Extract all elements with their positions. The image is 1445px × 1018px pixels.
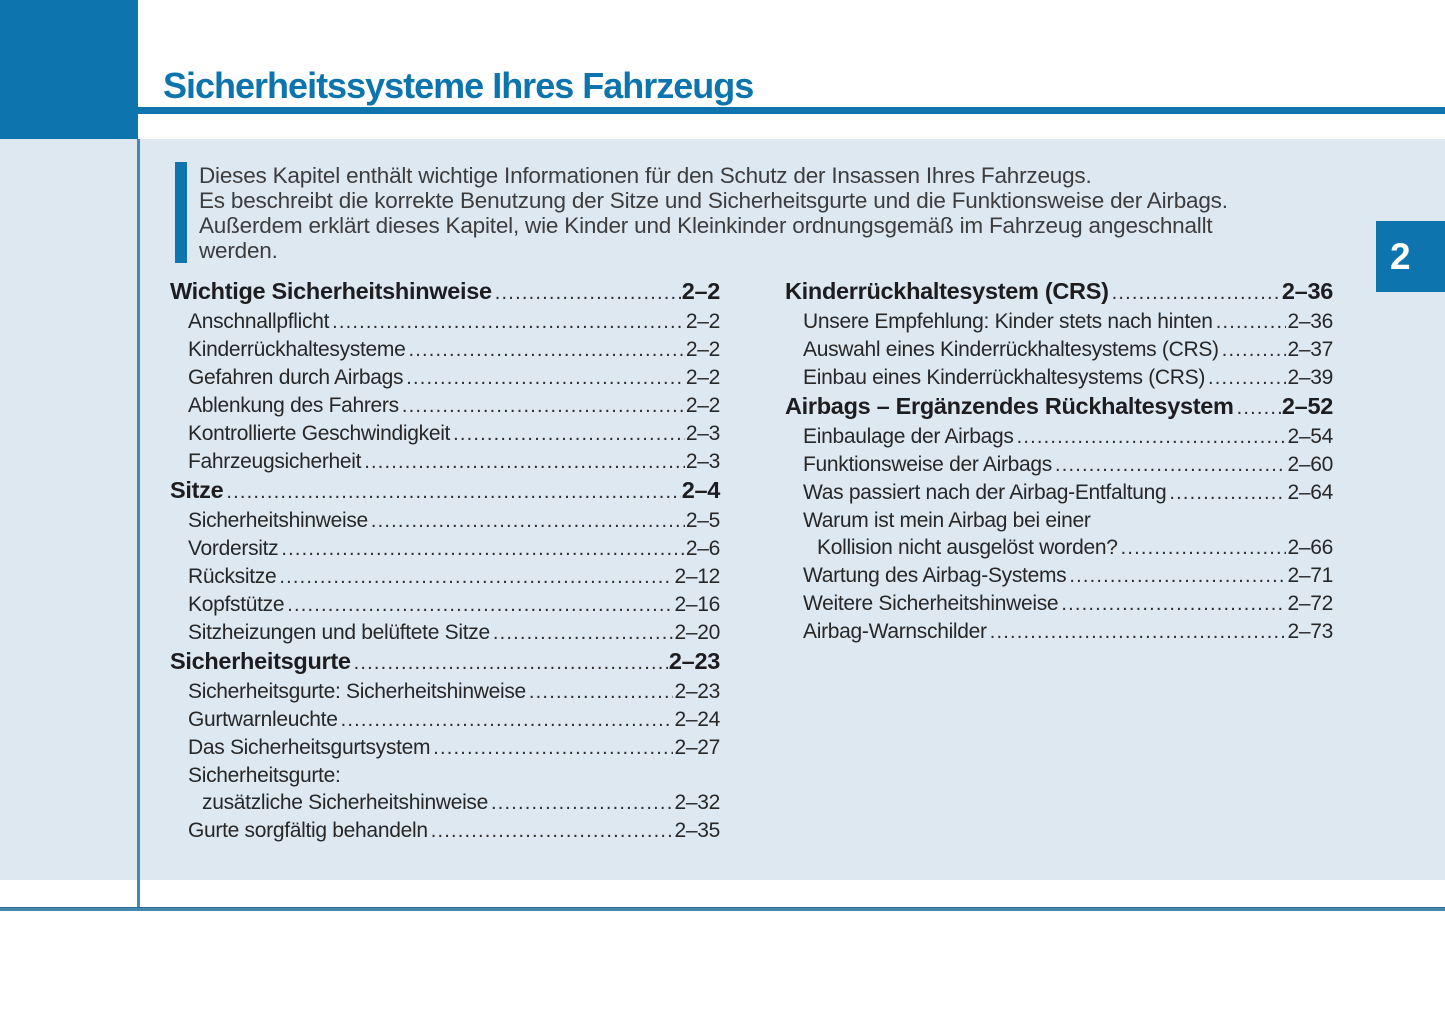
toc-leader-dots (431, 818, 674, 845)
chapter-tab (1376, 221, 1445, 292)
toc-entry-label: Anschnallpflicht (188, 310, 330, 333)
toc-leader-dots (495, 279, 681, 307)
chapter-corner-block (0, 0, 138, 139)
toc-page-number: 2–36 (1287, 310, 1333, 333)
intro-text-line: Außerdem erklärt dieses Kapitel, wie Kinder und Kleinkinder ordnungsgemäß im Fahrzeug angeschnallt (199, 213, 1213, 238)
toc-entry-label: Gurtwarnleuchte (188, 708, 338, 731)
toc-leader-dots (1237, 394, 1281, 422)
toc-page-number: 2–23 (668, 648, 720, 674)
toc-leader-dots (1017, 424, 1287, 451)
toc-leader-dots (364, 449, 685, 476)
toc-entry-label: Einbaulage der Airbags (803, 425, 1014, 448)
toc-entry-label: Kontrollierte Geschwindigkeit (188, 422, 451, 445)
toc-row (170, 591, 720, 619)
toc-entry-label: Das Sicherheitsgurtsystem (188, 736, 431, 759)
toc-page-number: 2–39 (1287, 366, 1333, 389)
toc-row (170, 392, 720, 420)
intro-text-line: werden. (199, 238, 278, 263)
toc-leader-dots (371, 508, 685, 535)
toc-page-number: 2–60 (1287, 453, 1333, 476)
toc-page-number: 2–64 (1287, 481, 1333, 504)
toc-row (170, 277, 720, 307)
toc-row (170, 647, 720, 677)
toc-page-number: 2–2 (685, 338, 720, 361)
toc-entry-label: Wartung des Airbag-Systems (803, 564, 1067, 587)
toc-page-number: 2–24 (674, 708, 720, 731)
toc-row (785, 308, 1333, 336)
toc-row (170, 308, 720, 336)
toc-page-number: 2–2 (681, 278, 720, 304)
intro-text-line: Dieses Kapitel enthält wichtige Informationen für den Schutz der Insassen Ihres Fahrzeugs. (199, 163, 1092, 188)
toc-row (785, 479, 1333, 507)
toc-entry-label: Ablenkung des Fahrers (188, 394, 399, 417)
toc-leader-dots (1222, 337, 1287, 364)
toc-entry-label: Wichtige Sicherheitshinweise (170, 278, 492, 304)
toc-leader-dots (529, 679, 674, 706)
toc-page-number: 2–2 (685, 394, 720, 417)
toc-row (785, 364, 1333, 392)
toc-entry-label: Unsere Empfehlung: Kinder stets nach hinten (803, 310, 1213, 333)
toc-row (170, 563, 720, 591)
toc-leader-dots (287, 592, 673, 619)
toc-leader-dots (226, 478, 680, 506)
toc-entry-label: Sitze (170, 477, 224, 503)
toc-row (170, 762, 720, 789)
toc-page-number: 2–54 (1287, 425, 1333, 448)
toc-row (785, 562, 1333, 590)
toc-leader-dots (332, 309, 685, 336)
toc-page-number: 2–20 (674, 621, 720, 644)
toc-row (170, 706, 720, 734)
toc-entry-label: Auswahl eines Kinderrückhaltesystems (CRS) (803, 338, 1219, 361)
toc-leader-dots (453, 421, 685, 448)
toc-row (170, 507, 720, 535)
toc-entry-label: Vordersitz (188, 537, 279, 560)
toc-row (170, 535, 720, 563)
toc-entry-label: Kopfstütze (188, 593, 285, 616)
toc-row (785, 507, 1333, 534)
toc-leader-dots (402, 393, 685, 420)
toc-entry-label: Gefahren durch Airbags (188, 366, 404, 389)
toc-column-right (785, 277, 1333, 646)
toc-leader-dots (990, 619, 1287, 646)
toc-page-number: 2–37 (1287, 338, 1333, 361)
page-title: Sicherheitssysteme Ihres Fahrzeugs (163, 65, 754, 106)
toc-row (170, 789, 720, 817)
toc-row (785, 534, 1333, 562)
toc-row (170, 817, 720, 845)
intro-accent-bar (175, 162, 187, 263)
toc-leader-dots (1055, 452, 1286, 479)
toc-page-number: 2–36 (1281, 278, 1333, 304)
toc-row (170, 420, 720, 448)
toc-leader-dots (433, 735, 673, 762)
toc-page-number: 2–12 (674, 565, 720, 588)
toc-entry-label: Kollision nicht ausgelöst worden? (817, 536, 1118, 559)
toc-row (785, 590, 1333, 618)
toc-page-number: 2–27 (674, 736, 720, 759)
toc-entry-label: Einbau eines Kinderrückhaltesystems (CRS) (803, 366, 1206, 389)
toc-entry-label: Sicherheitshinweise (188, 509, 368, 532)
toc-entry-label: Rücksitze (188, 565, 277, 588)
toc-leader-dots (406, 365, 685, 392)
toc-leader-dots (354, 649, 668, 677)
toc-page-number: 2–23 (674, 680, 720, 703)
toc-column-left (170, 277, 720, 845)
toc-leader-dots (409, 337, 685, 364)
toc-entry-label: Warum ist mein Airbag bei einer (803, 509, 1091, 532)
toc-page-number: 2–2 (685, 310, 720, 333)
toc-entry-label: zusätzliche Sicherheitshinweise (202, 791, 489, 814)
toc-entry-label: Sicherheitsgurte (170, 648, 351, 674)
toc-row (785, 451, 1333, 479)
toc-entry-label: Kinderrückhaltesystem (CRS) (785, 278, 1109, 304)
toc-leader-dots (1069, 563, 1286, 590)
toc-page-number: 2–2 (685, 366, 720, 389)
toc-leader-dots (493, 620, 674, 647)
toc-entry-label: Weitere Sicherheitshinweise (803, 592, 1059, 615)
toc-row (785, 392, 1333, 422)
toc-leader-dots (1061, 591, 1286, 618)
page-vertical-rule (137, 139, 140, 907)
toc-entry-label: Funktionsweise der Airbags (803, 453, 1052, 476)
toc-entry-label: Sicherheitsgurte: Sicherheitshinweise (188, 680, 526, 703)
toc-entry-label: Kinderrückhaltesysteme (188, 338, 406, 361)
chapter-number: 2 (1390, 235, 1411, 277)
toc-row (170, 734, 720, 762)
toc-entry-label: Fahrzeugsicherheit (188, 450, 362, 473)
toc-leader-dots (491, 790, 673, 817)
toc-row (785, 277, 1333, 307)
toc-page-number: 2–72 (1287, 592, 1333, 615)
toc-leader-dots (1169, 480, 1286, 507)
page-bottom-rule (0, 907, 1445, 911)
intro-text-line: Es beschreibt die korrekte Benutzung der Sitze und Sicherheitsgurte und die Funktionsweise der Airbags. (199, 188, 1228, 213)
title-underline (138, 107, 1445, 114)
toc-leader-dots (1208, 365, 1286, 392)
toc-page-number: 2–3 (685, 450, 720, 473)
toc-row (170, 364, 720, 392)
toc-page-number: 2–32 (674, 791, 720, 814)
toc-entry-label: Airbag-Warnschilder (803, 620, 987, 643)
toc-page-number: 2–16 (674, 593, 720, 616)
intro-note (175, 162, 1228, 263)
toc-leader-dots (281, 536, 684, 563)
toc-page-number: 2–35 (674, 819, 720, 842)
toc-leader-dots (279, 564, 673, 591)
toc-page-number: 2–73 (1287, 620, 1333, 643)
toc-page-number: 2–3 (685, 422, 720, 445)
toc-leader-dots (1121, 535, 1287, 562)
toc-page-number: 2–5 (685, 509, 720, 532)
toc-row (170, 336, 720, 364)
toc-entry-label: Sitzheizungen und belüftete Sitze (188, 621, 490, 644)
toc-row (170, 678, 720, 706)
toc-page-number: 2–4 (681, 477, 720, 503)
toc-entry-label: Gurte sorgfältig behandeln (188, 819, 428, 842)
toc-page-number: 2–66 (1287, 536, 1333, 559)
toc-entry-label: Sicherheitsgurte: (188, 764, 341, 787)
toc-row (170, 619, 720, 647)
toc-row (785, 423, 1333, 451)
toc-row (170, 476, 720, 506)
toc-row (170, 448, 720, 476)
toc-page-number: 2–52 (1281, 393, 1333, 419)
toc-row (785, 618, 1333, 646)
intro-text (199, 162, 1228, 263)
toc-entry-label: Was passiert nach der Airbag-Entfaltung (803, 481, 1167, 504)
toc-page-number: 2–71 (1287, 564, 1333, 587)
toc-entry-label: Airbags – Ergänzendes Rückhaltesystem (785, 393, 1234, 419)
toc-page-number: 2–6 (685, 537, 720, 560)
toc-leader-dots (341, 707, 674, 734)
toc-leader-dots (1112, 279, 1281, 307)
toc-leader-dots (1216, 309, 1287, 336)
toc-row (785, 336, 1333, 364)
